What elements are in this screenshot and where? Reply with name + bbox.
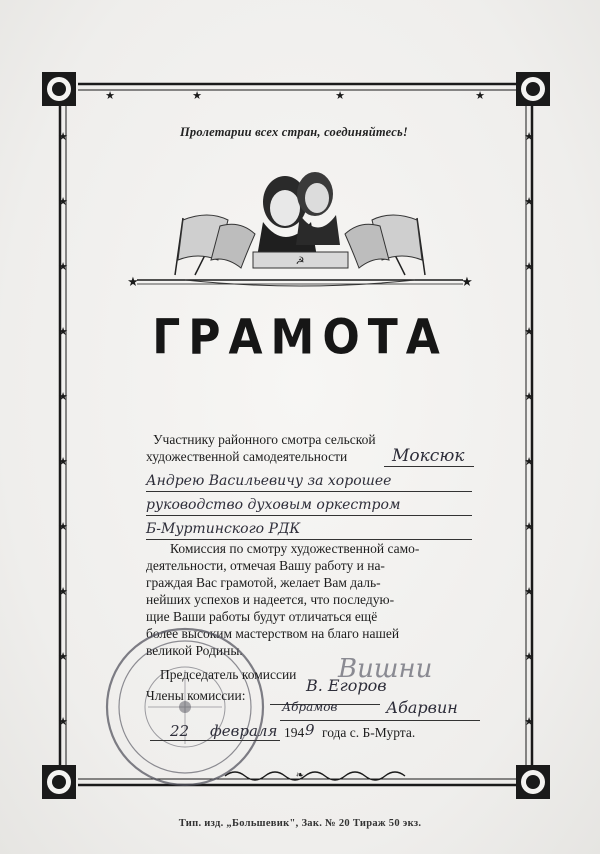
svg-text:★: ★ [335, 89, 345, 102]
handwritten-line-4: Б-Муртинского РДК [146, 521, 301, 537]
svg-text:★: ★ [58, 585, 68, 598]
svg-text:★: ★ [524, 390, 534, 403]
svg-text:★: ★ [524, 715, 534, 728]
svg-text:★: ★ [127, 275, 139, 290]
svg-text:★: ★ [524, 585, 534, 598]
svg-text:★: ★ [524, 130, 534, 143]
svg-text:★: ★ [58, 715, 68, 728]
svg-text:★: ★ [58, 260, 68, 273]
svg-text:★: ★ [524, 325, 534, 338]
body-line-7: великой Родины. [146, 643, 243, 658]
handwritten-line-2: Андрею Васильевичу за хорошее [146, 473, 392, 489]
svg-text:★: ★ [524, 260, 534, 273]
svg-text:★: ★ [475, 89, 485, 102]
portrait-emblem [125, 160, 475, 295]
handwritten-surname: Моксюк [392, 446, 465, 466]
intro-line-1: Участнику районного смотра сельской [153, 432, 376, 447]
date-year-prefix: 194 [284, 725, 305, 740]
chairman-label: Председатель комиссии [160, 667, 297, 682]
svg-text:★: ★ [58, 520, 68, 533]
corner-ornament-bl [42, 765, 76, 799]
date-month: февраля [210, 722, 278, 740]
svg-text:★: ★ [524, 520, 534, 533]
members-label: Члены комиссии: [146, 688, 246, 703]
svg-text:❧: ❧ [295, 770, 305, 781]
fill-line-1 [384, 466, 474, 467]
svg-text:★: ★ [58, 455, 68, 468]
fill-line-4 [146, 539, 472, 540]
slogan: Пролетарии всех стран, соединяйтесь! [180, 125, 408, 139]
body-line-2: деятельности, отмечая Вашу работу и на- [146, 558, 385, 573]
svg-text:★: ★ [524, 650, 534, 663]
svg-text:★: ★ [58, 195, 68, 208]
official-stamp [100, 622, 270, 792]
date-day: 22 [170, 722, 190, 740]
body-line-3: граждая Вас грамотой, желает Вам даль- [146, 575, 381, 590]
date-tail: года с. Б-Мурта. [322, 725, 416, 740]
corner-ornament-br [516, 765, 550, 799]
svg-text:★: ★ [58, 390, 68, 403]
handwritten-line-3: руководство духовым оркестром [146, 497, 401, 513]
fill-line-3 [146, 515, 472, 516]
svg-text:★: ★ [524, 455, 534, 468]
body-line-6: более высоким мастерством на благо нашей [146, 626, 400, 641]
corner-ornament-tl [42, 72, 76, 106]
print-imprint: Тип. изд. „Большевик", Зак. № 20 Тираж 50 экз. [178, 818, 422, 829]
svg-text:☭: ☭ [295, 256, 305, 267]
date-line [150, 740, 280, 741]
body-line-4: нейших успехов и надеется, что последую- [146, 592, 395, 607]
member-signature-3: Абарвин [386, 698, 458, 717]
svg-text:★: ★ [58, 325, 68, 338]
intro-line-2: художественной самодеятельности [146, 449, 348, 464]
svg-text:★: ★ [58, 650, 68, 663]
member-signature-1: В. Егоров [306, 676, 387, 695]
document-title: ГРАМОТА [152, 309, 448, 366]
svg-text:★: ★ [192, 89, 202, 102]
corner-ornament-tr [516, 72, 550, 106]
svg-text:★: ★ [58, 130, 68, 143]
body-line-1: Комиссия по смотру художественной само- [170, 541, 420, 556]
member-signature-2: Абрамов [282, 700, 338, 714]
svg-text:★: ★ [105, 89, 115, 102]
svg-text:★: ★ [461, 275, 473, 290]
date-year-suffix: 9 [305, 721, 315, 739]
body-line-5: щие Ваши работы будут отличаться ещё [146, 609, 378, 624]
fill-line-2 [146, 491, 472, 492]
svg-text:★: ★ [524, 195, 534, 208]
chairman-signature: Вишни [338, 654, 433, 684]
